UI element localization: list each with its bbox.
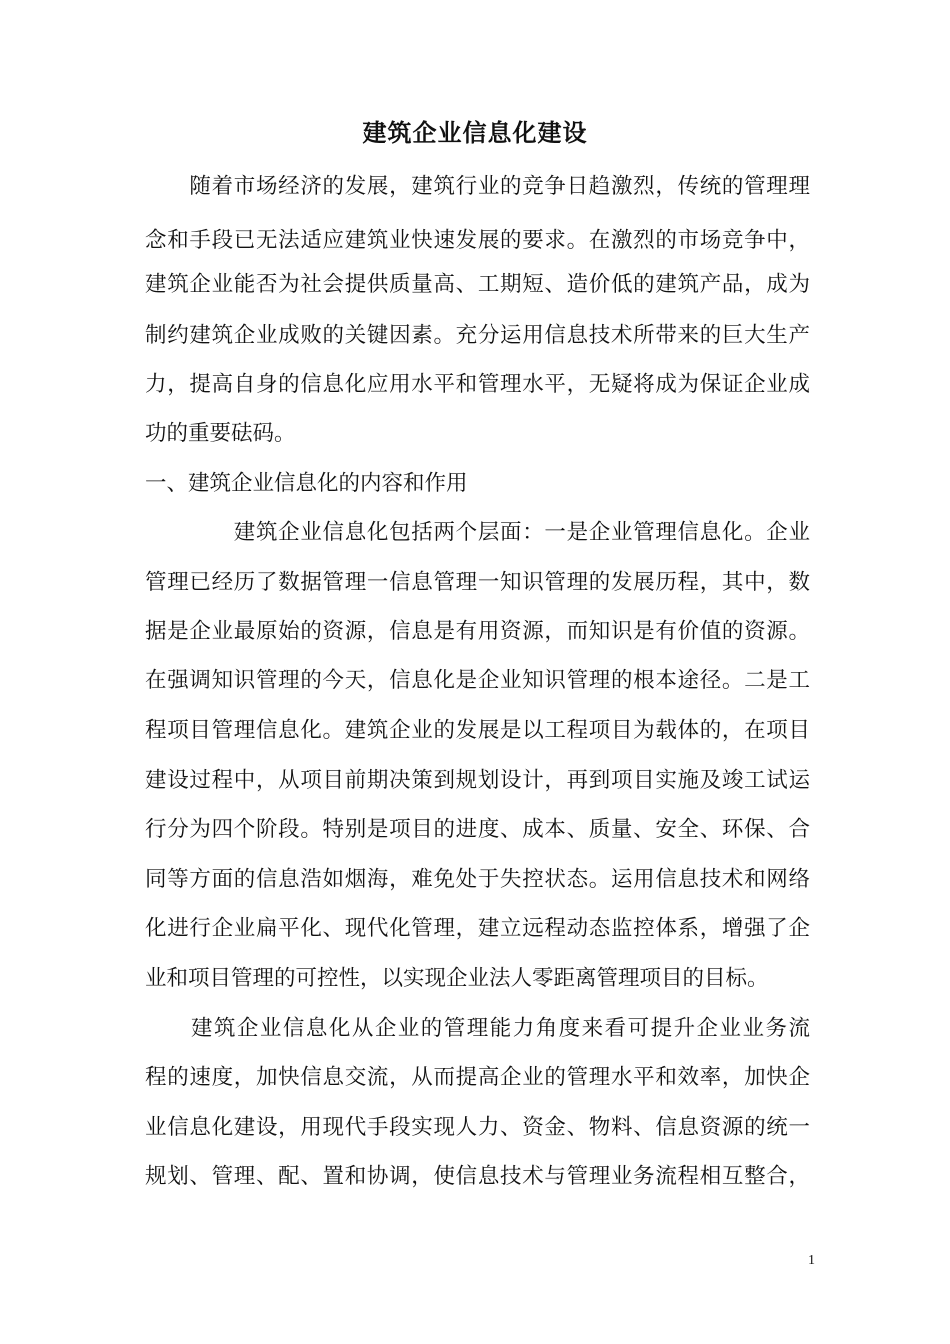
paragraph-3-line-1: 建筑企业信息化从企业的管理能力角度来看可提升企业业务流 [145, 1016, 810, 1041]
paragraph-1-line-1: 随着市场经济的发展，建筑行业的竞争日趋激烈，传统的管理理 [145, 174, 810, 199]
paragraph-1-line-3: 建筑企业能否为社会提供质量高、工期短、造价低的建筑产品，成为 [145, 272, 810, 297]
paragraph-2-line-6: 建设过程中，从项目前期决策到规划设计，再到项目实施及竣工试运 [145, 768, 810, 793]
paragraph-2-line-5: 程项目管理信息化。建筑企业的发展是以工程项目为载体的，在项目 [145, 718, 810, 743]
paragraph-2-line-7: 行分为四个阶段。特别是项目的进度、成本、质量、安全、环保、合 [145, 817, 810, 842]
document-title: 建筑企业信息化建设 [362, 118, 588, 147]
paragraph-3-line-2: 程的速度，加快信息交流，从而提高企业的管理水平和效率，加快企 [145, 1065, 810, 1090]
section-1-heading: 一、建筑企业信息化的内容和作用 [145, 471, 468, 496]
paragraph-2-line-8: 同等方面的信息浩如烟海，难免处于失控状态。运用信息技术和网络 [145, 867, 810, 892]
paragraph-1-line-5: 力，提高自身的信息化应用水平和管理水平，无疑将成为保证企业成 [145, 372, 810, 397]
paragraph-2-line-10: 业和项目管理的可控性，以实现企业法人零距离管理项目的目标。 [145, 966, 769, 991]
paragraph-2-line-4: 在强调知识管理的今天，信息化是企业知识管理的根本途径。二是工 [145, 668, 810, 693]
paragraph-1-line-6: 功的重要砝码。 [145, 421, 296, 446]
paragraph-1-line-4: 制约建筑企业成败的关键因素。充分运用信息技术所带来的巨大生产 [145, 323, 810, 348]
page-number: 1 [808, 1253, 815, 1268]
paragraph-2-line-1: 建筑企业信息化包括两个层面：一是企业管理信息化。企业 [145, 520, 810, 545]
paragraph-2-line-9: 化进行企业扁平化、现代化管理，建立远程动态监控体系，增强了企 [145, 916, 810, 941]
paragraph-2-line-3: 据是企业最原始的资源，信息是有用资源，而知识是有价值的资源。 [145, 619, 810, 644]
paragraph-3-line-4: 规划、管理、配、置和协调，使信息技术与管理业务流程相互整合， [145, 1164, 810, 1189]
paragraph-3-line-3: 业信息化建设，用现代手段实现人力、资金、物料、信息资源的统一 [145, 1115, 810, 1140]
paragraph-2-line-2: 管理已经历了数据管理一信息管理一知识管理的发展历程，其中，数 [145, 570, 810, 595]
paragraph-1-line-2: 念和手段已无法适应建筑业快速发展的要求。在激烈的市场竞争中， [145, 228, 810, 253]
